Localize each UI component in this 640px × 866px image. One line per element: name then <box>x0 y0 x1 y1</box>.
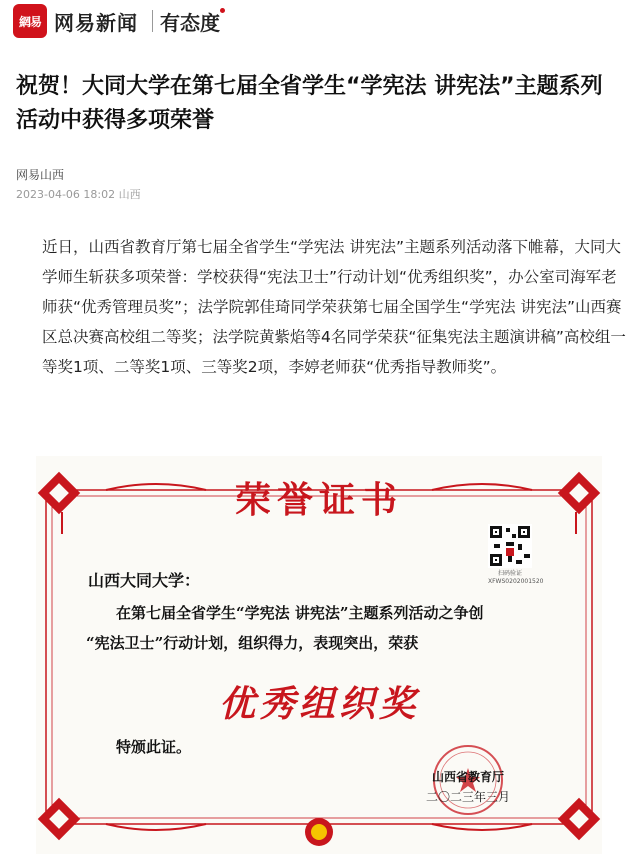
certificate-recipient: 山西大同大学： <box>88 571 201 590</box>
site-name[interactable]: 网易新闻 <box>54 11 138 35</box>
certificate-text-line: 在第七届全省学生“学宪法 讲宪法”主题系列活动之争创 <box>116 604 484 622</box>
certificate-title: 荣誉证书 <box>234 479 403 521</box>
article-title: 祝贺！大同大学在第七届全省学生“学宪法 讲宪法”主题系列活动中获得多项荣誉 <box>16 74 603 133</box>
certificate-award: 优秀组织奖 <box>218 683 419 725</box>
article-source[interactable]: 网易山西 <box>16 168 65 182</box>
bottom-emblem-icon <box>305 818 333 846</box>
certificate-issuer: 山西省教育厅 <box>432 770 505 784</box>
article-datetime: 2023-04-06 18:02 <box>16 188 116 201</box>
article-location: 山西 <box>118 188 141 201</box>
article-meta <box>16 186 141 202</box>
channel-dot-icon <box>220 8 225 13</box>
qr-caption: 扫码验证 XFWS0202001520 <box>488 570 544 585</box>
article-body: 近日，山西省教育厅第七届全省学生“学宪法 讲宪法”主题系列活动落下帷幕，大同大学师生斩获多项荣誉：学校获得“宪法卫士”行动计划“优秀组织奖”，办公室司海军老师获“优秀管理员奖”；法学院郭佳琦同学荣获第七届全国学生“学宪法 讲宪法”山西赛区总决赛高校组二等奖；法学院黄紫焰等4名同学荣获“征集宪法主题演讲稿”高校组一等奖1项、二等奖1项、三等奖2项，李婷老师获“优秀指导教师奖”。 <box>42 238 626 376</box>
qr-code-icon <box>488 524 532 568</box>
netease-logo[interactable]: 網易 <box>13 4 47 38</box>
header-divider <box>152 10 153 32</box>
header-bar <box>0 0 640 44</box>
channel-name[interactable]: 有态度 <box>160 11 220 35</box>
certificate-date: 二〇二三年三月 <box>426 790 511 804</box>
certificate-closing: 特颁此证。 <box>116 738 192 756</box>
certificate-text-line: “宪法卫士”行动计划，组织得力，表现突出，荣获 <box>86 634 419 652</box>
certificate-image <box>36 456 602 854</box>
